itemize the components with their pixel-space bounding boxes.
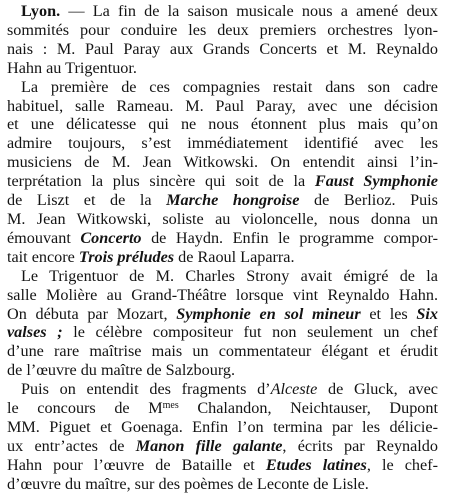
text-run: d’une rare maîtrise mais un commentateur élégant et érudit [7, 342, 438, 361]
text-run: , le chef- [366, 455, 438, 474]
text-run: de Berlioz. Puis [299, 191, 438, 210]
text-run: Hahn au Trigentuor. [7, 58, 137, 77]
superscript-text: mes [162, 400, 179, 412]
text-line [7, 305, 438, 324]
article-page [0, 2, 450, 493]
text-run: Chalandon, Neichtauser, Dupont [178, 399, 438, 418]
text-run: tait encore [7, 247, 79, 266]
text-run: de Haydn. Enfin le programme compor- [141, 228, 438, 247]
text-line [7, 399, 438, 418]
work-title: Symphonie en sol mineur [176, 304, 361, 323]
text-run: ux entr’actes de [7, 436, 136, 455]
text-run: de Liszt et de la [7, 191, 167, 210]
text-line [7, 361, 438, 380]
article-paragraph [7, 267, 438, 380]
text-run: terprétation la plus sincère qui soit de la [7, 172, 315, 191]
text-line [7, 229, 438, 248]
article-paragraph [7, 380, 438, 493]
work-title: Concerto [80, 228, 142, 247]
text-run: MM. Piguet et Goenaga. Enfin l’on termina par les délicie- [7, 417, 438, 436]
text-line [7, 323, 438, 342]
work-title: Marche hongroise [166, 191, 300, 210]
text-line [7, 172, 438, 191]
text-line [7, 21, 438, 40]
text-run: habituel, salle Rameau. M. Paul Paray, avec une décision [7, 96, 438, 115]
text-run: de Gluck, avec [317, 380, 438, 399]
article-body [7, 2, 438, 494]
text-line [7, 134, 438, 153]
work-title: Six [416, 304, 438, 323]
text-line [7, 248, 438, 267]
text-run: La première de ces compagnies restait dans son cadre [21, 77, 438, 96]
text-line [7, 267, 438, 286]
text-line [7, 2, 438, 21]
text-run: , écrits par Reynaldo [282, 436, 438, 455]
text-line [7, 115, 438, 134]
text-line [7, 97, 438, 116]
text-run: et les [360, 304, 417, 323]
text-run: musiciens de M. Jean Witkowski. On entendit ainsi l’in- [7, 153, 438, 172]
text-run: émouvant [7, 228, 81, 247]
work-title: Trois préludes [78, 247, 175, 266]
text-run: d’œuvre du maître, sur des poèmes de Leconte de Lisle. [7, 474, 369, 493]
text-line [7, 210, 438, 229]
text-line [7, 475, 438, 494]
text-line [7, 191, 438, 210]
text-line [7, 437, 438, 456]
city-label: Lyon. [21, 2, 61, 20]
text-line [7, 380, 438, 399]
work-title: Manon fille galante [135, 436, 283, 455]
text-run: salle Molière au Grand-Théâtre lorsque vint Reynaldo Hahn. [7, 285, 438, 304]
work-title: valses ; [7, 323, 63, 342]
text-line [7, 342, 438, 361]
work-title: Alceste [270, 380, 318, 399]
text-line [7, 418, 438, 437]
text-run: — La fin de la saison musicale nous a amené deux [60, 2, 438, 20]
text-run: nais : M. Paul Paray aux Grands Concerts et M. Reynaldo [7, 39, 438, 58]
text-run: M. Jean Witkowski, soliste au violoncelle, nous donna un [7, 209, 438, 228]
text-run: admire toujours, s’est immédiatement identifié avec les [7, 134, 438, 153]
text-line [7, 78, 438, 97]
text-run: Hahn pour l’œuvre de Bataille et [7, 455, 266, 474]
text-run: sommités pour conduire les deux premiers orchestres lyon- [7, 20, 438, 39]
text-line [7, 286, 438, 305]
text-line [7, 153, 438, 172]
text-run: Puis on entendit des fragments d’ [21, 380, 271, 399]
article-paragraph [7, 78, 438, 267]
work-title: Etudes latines [265, 455, 367, 474]
work-title: Faust Symphonie [314, 172, 438, 191]
text-run: le concours de M [7, 399, 163, 418]
text-line [7, 456, 438, 475]
text-run: de l’œuvre du maître de Salzbourg. [7, 361, 236, 380]
text-line [7, 59, 438, 78]
text-run: Le Trigentuor de M. Charles Strony avait émigré de la [21, 266, 438, 285]
text-run: le célèbre compositeur fut non seulement un chef [62, 323, 439, 342]
text-line [7, 40, 438, 59]
text-run: de Raoul Laparra. [174, 247, 295, 266]
text-run: On débuta par Mozart, [7, 304, 177, 323]
text-run: et une délicatesse qui ne nous étonnent plus mais qu’on [7, 115, 438, 134]
article-paragraph [7, 2, 438, 78]
